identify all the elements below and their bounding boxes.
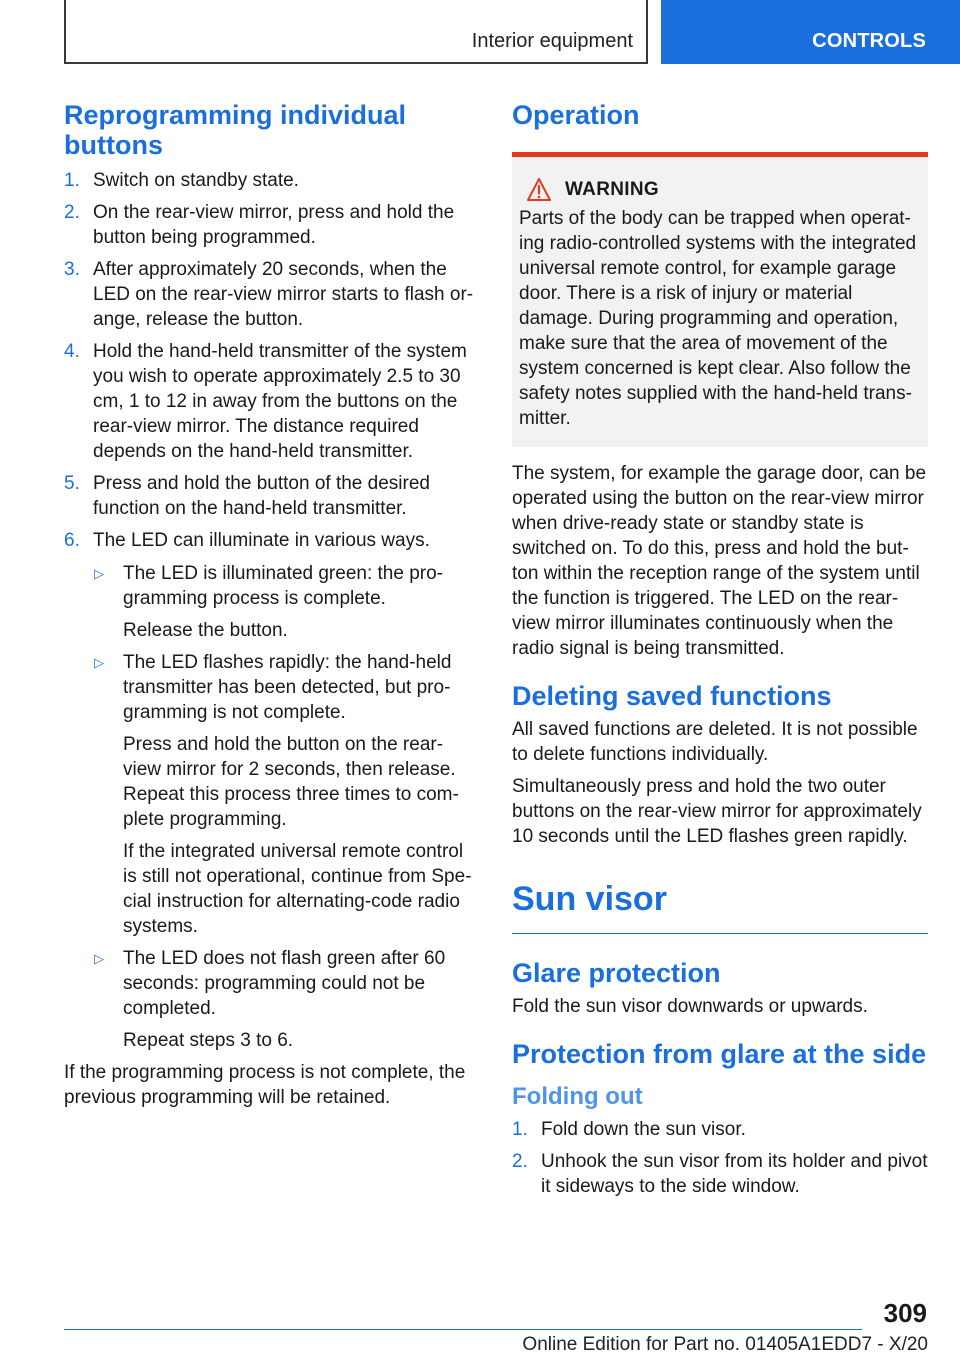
warning-text: Parts of the body can be trapped when operating radio-controlled systems with the integrated universal remote control, for example garage door. There is a risk of injury or material damage. During programming and operation, make sure that the area of movement of the system concerned is kept clear. Also follow the safety notes supplied with the hand-held transmitter. bbox=[519, 208, 917, 429]
footer-divider bbox=[64, 1329, 862, 1330]
step-number: 4. bbox=[64, 341, 80, 362]
reprogramming-steps bbox=[64, 168, 478, 1053]
step-number: 3. bbox=[64, 259, 80, 280]
footer-edition: Online Edition for Part no. 01405A1EDD7 - X/20 bbox=[522, 1334, 928, 1355]
step-text: Unhook the sun visor from its holder and pivot it sideways to the side window. bbox=[541, 1151, 928, 1197]
reprogramming-heading: Reprogramming individual buttons bbox=[64, 100, 407, 160]
header-section-tab bbox=[64, 0, 648, 64]
list-item bbox=[512, 1117, 928, 1142]
triangle-bullet-icon: ▷ bbox=[94, 951, 104, 966]
list-item bbox=[64, 471, 478, 521]
led-case-note: Repeat steps 3 to 6. bbox=[123, 1030, 294, 1051]
list-item bbox=[64, 339, 478, 464]
side-glare-heading: Protection from glare at the side bbox=[512, 1039, 927, 1069]
step-number: 6. bbox=[64, 530, 80, 551]
glare-protection-heading: Glare protection bbox=[512, 958, 721, 988]
led-case-note: Release the button. bbox=[123, 620, 288, 641]
warning-header bbox=[519, 177, 922, 202]
left-column bbox=[64, 100, 478, 1117]
list-item bbox=[93, 650, 478, 939]
folding-out-heading: Folding out bbox=[512, 1083, 643, 1110]
deleting-paragraph: Simultaneously press and hold the two outer buttons on the rear-view mirror for approximately 10 seconds until the LED flashes green rapidly. bbox=[512, 776, 922, 847]
operation-paragraph: The system, for example the garage door, can be operated using the button on the rear-view mirror when drive-ready state or standby state is switched on. To do this, press and hold the button within the reception range of the system until the function is triggered. The LED on the rear-view mirror illuminates continuously when the radio signal is being transmitted. bbox=[512, 463, 927, 659]
step-number: 2. bbox=[512, 1151, 528, 1172]
step-number: 1. bbox=[64, 170, 80, 191]
warning-title: WARNING bbox=[565, 179, 659, 200]
closing-paragraph: If the programming process is not complete, the previous programming will be retained. bbox=[64, 1062, 466, 1108]
page-number: 309 bbox=[883, 1298, 927, 1328]
list-item bbox=[64, 200, 478, 250]
deleting-paragraph: All saved functions are deleted. It is not possible to delete functions individually. bbox=[512, 719, 918, 765]
step-number: 5. bbox=[64, 473, 80, 494]
glare-paragraph: Fold the sun visor downwards or upwards. bbox=[512, 996, 868, 1017]
step-text: Hold the hand-held transmitter of the system you wish to operate approximately 2.5 to 30 cm, 1 to 12 in away from the buttons on the rear-view mirror. The distance required depends on the hand-held transmitter. bbox=[93, 341, 467, 462]
header-section-label: Interior equipment bbox=[471, 30, 633, 52]
header-chapter-label: CONTROLS bbox=[812, 30, 926, 52]
step-text: After approximately 20 seconds, when the LED on the rear-view mirror starts to flash orange, release the button. bbox=[93, 259, 474, 330]
list-item bbox=[93, 561, 478, 643]
step-text: Press and hold the button of the desired function on the hand-held transmitter. bbox=[93, 473, 430, 519]
list-item bbox=[64, 257, 478, 332]
triangle-bullet-icon: ▷ bbox=[94, 566, 104, 581]
operation-heading: Operation bbox=[512, 100, 640, 130]
right-column bbox=[512, 100, 928, 1206]
list-item bbox=[64, 168, 478, 193]
deleting-heading: Deleting saved functions bbox=[512, 681, 832, 711]
warning-triangle-icon bbox=[519, 178, 561, 202]
step-text: The LED can illuminate in various ways. bbox=[93, 530, 430, 551]
list-item bbox=[93, 946, 478, 1053]
step-number: 2. bbox=[64, 202, 80, 223]
header-chapter-tab bbox=[661, 0, 960, 64]
led-case-note: Press and hold the button on the rear-view mirror for 2 seconds, then release. Repeat this process three times to complete programming. bbox=[123, 734, 459, 830]
led-case-text: The LED flashes rapidly: the hand-held transmitter has been detected, but programming is not complete. bbox=[123, 652, 452, 723]
warning-box bbox=[512, 152, 928, 447]
led-case-text: The LED does not flash green after 60 seconds: programming could not be completed. bbox=[123, 948, 446, 1019]
folding-steps bbox=[512, 1117, 928, 1199]
triangle-bullet-icon: ▷ bbox=[94, 655, 104, 670]
led-case-note: If the integrated universal remote control is still not operational, continue from Special instruction for alternating-code radio systems. bbox=[123, 841, 472, 937]
list-item bbox=[512, 1149, 928, 1199]
step-number: 1. bbox=[512, 1119, 528, 1140]
sun-visor-heading: Sun visor bbox=[512, 879, 928, 934]
step-text: On the rear-view mirror, press and hold the button being programmed. bbox=[93, 202, 455, 248]
list-item bbox=[64, 528, 478, 1053]
step-text: Fold down the sun visor. bbox=[541, 1119, 746, 1140]
led-case-text: The LED is illuminated green: the programming process is complete. bbox=[123, 563, 443, 609]
led-cases bbox=[93, 561, 478, 1053]
step-text: Switch on standby state. bbox=[93, 170, 299, 191]
